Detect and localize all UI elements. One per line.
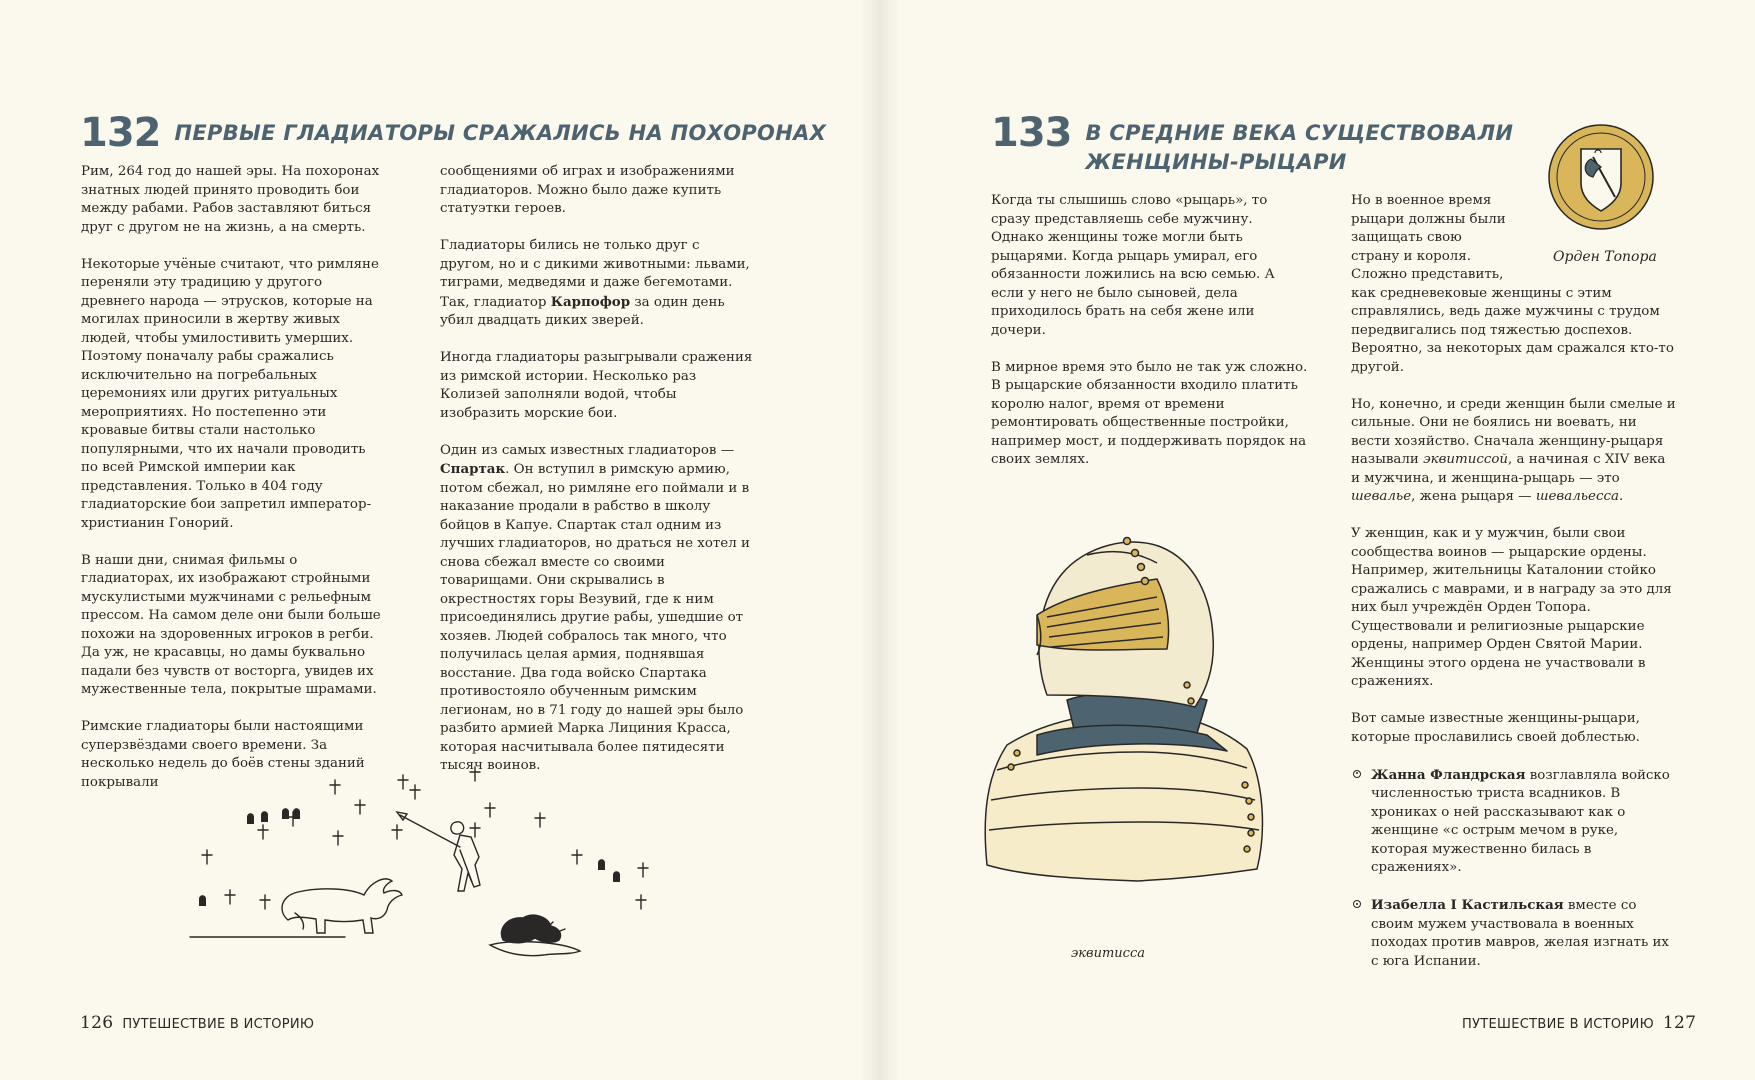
right-column-1: [991, 192, 1309, 470]
bullet-icon: [1353, 900, 1361, 908]
list-item: Изабелла I Кастильская вместе со своим мужем участвовала в военных походах против мавров, желая изгнать их с юга Испании.: [1351, 896, 1676, 971]
paragraph: В наши дни, снимая фильмы о гладиаторах, их изображают стройными мускулистыми мужчинами с рельефным прессом. На самом деле они были больше похожи на здоровенных игроков в регби. Да уж, не красавцы, но дамы буквально падали без чувств от восторга, увидев их мужественные тела, покрытые шрамами.: [81, 552, 381, 697]
knight-caption: эквитисса: [1071, 946, 1145, 961]
left-footer: [80, 1013, 314, 1033]
paragraph: Римские гладиаторы были настоящими суперзвёздами своего времени. За несколько недель до боёв стены зданий покрывали: [81, 719, 365, 790]
list-item: Жанна Фландрская возглавляла войско численностью триста всадников. В хрониках о ней рассказывают как о женщине «с острым мечом в руке, которая мужественно билась в сражениях».: [1351, 766, 1676, 878]
right-column-2: [1351, 192, 1676, 990]
fact-132-title: [80, 111, 826, 155]
section-title: ПУТЕШЕСТВИЕ В ИСТОРИЮ: [122, 1017, 315, 1032]
paragraph: У женщин, как и у мужчин, были свои сообщества воинов — рыцарские ордены. Например, жительницы Каталонии стойко сражались с маврами, и в награду за это для них был учреждён Орден Топора. Существовали и религиозные рыцарские ордены, например Орден Святой Марии. Женщины этого ордена не участвовали в сражениях.: [1351, 526, 1672, 689]
right-page: [877, 0, 1755, 1080]
paragraph: Вот самые известные женщины-рыцари, которые прославились своей доблестью.: [1351, 711, 1640, 745]
fact-number: 132: [80, 110, 161, 156]
page-number: 127: [1662, 1013, 1697, 1033]
paragraph: Но в военное время рыцари должны были защищать свою страну и короля. Сложно представить, как средневековые женщины с этим справлялись, ведь даже мужчины с трудом передвигались под тяжестью доспехов. Вероятно, за некоторых дам сражался кто-то другой.: [1351, 193, 1674, 375]
right-footer: [1462, 1013, 1696, 1033]
left-column-2: [440, 163, 756, 776]
name-spartacus: Спартак: [440, 461, 506, 477]
fact-heading: ПЕРВЫЕ ГЛАДИАТОРЫ СРАЖАЛИСЬ НА ПОХОРОНАХ: [174, 121, 827, 145]
paragraph: Гладиаторы бились не только друг с другом, но и с дикими животными: львами, тиграми, медведями и даже бегемотами. Так, гладиатор Карпофор за один день убил двадцать диких зверей.: [440, 238, 750, 328]
paragraph: В мирное время это было не так уж сложно. В рыцарские обязанности входило платить королю налог, время от времени ремонтировать общественные постройки, например мост, и поддерживать порядок на своих землях.: [991, 359, 1308, 467]
fact-133-title: [991, 111, 1513, 177]
bullet-icon: [1353, 770, 1361, 778]
page-number: 126: [80, 1013, 114, 1033]
paragraph: Рим, 264 год до нашей эры. На похоронах знатных людей принято проводить бои между рабами. Рабов заставляют биться друг с другом не на жизнь, а на смерть.: [81, 164, 380, 235]
section-title: ПУТЕШЕСТВИЕ В ИСТОРИЮ: [1462, 1017, 1654, 1032]
left-column-1: [81, 163, 381, 792]
fact-heading: В СРЕДНИЕ ВЕКА СУЩЕСТВОВАЛИ ЖЕНЩИНЫ-РЫЦАРИ: [1085, 121, 1514, 174]
paragraph: Иногда гладиаторы разыгрывали сражения из римской истории. Несколько раз Колизей заполняли водой, чтобы изобразить морские бои.: [440, 350, 753, 421]
knight-armor-illustration: [977, 505, 1317, 945]
fact-number: 133: [991, 110, 1072, 156]
paragraph: Но, конечно, и среди женщин были смелые и сильные. Они не боялись ни воевать, ни вести хозяйство. Сначала женщину-рыцаря называли эквитиссой, а начиная с XIV века и мужчина, и женщина-рыцарь — это шевалье, жена рыцаря — шевальесса.: [1351, 396, 1676, 504]
knight-women-list: [1351, 766, 1676, 972]
name-karpofor: Карпофор: [550, 293, 631, 310]
paragraph: Когда ты слышишь слово «рыцарь», то сразу представляешь себе мужчину. Однако женщины тоже могли быть рыцарями. Когда рыцарь умирал, его обязанности ложились на всю семью. А если у него не было сыновей, дела приходилось брать на себя жене или дочери.: [991, 193, 1275, 338]
left-page: [0, 0, 877, 1080]
arena-illustration: [185, 755, 665, 965]
paragraph: сообщениями об играх и изображениями гладиаторов. Можно было даже купить статуэтки героев.: [440, 164, 735, 216]
paragraph: Некоторые учёные считают, что римляне переняли эту традицию у другого древнего народа — этрусков, которые на могилах приносили в жертву живых людей, чтобы умилостивить умерших. Поэтому поначалу рабы сражались исключительно на погребальных церемониях или других ритуальных мероприятиях. Но постепенно эти кровавые битвы стали настолько популярными, что их начали проводить по всей Римской империи как представления. Только в 404 году гладиаторские бои запретил император-христианин Гонорий.: [81, 256, 379, 531]
emblem-caption: Орден Топора: [1553, 249, 1657, 265]
paragraph: Один из самых известных гладиаторов — Спартак. Он вступил в римскую армию, потом сбежал, но римляне его поймали и в наказание продали в рабство в школу бойцов в Капуе. Спартак стал одним из лучших гладиаторов, но драться не хотел и снова сбежал вместе со своими товарищами. Они скрывались в окрестностях горы Везувий, где к ним присоединялись другие рабы, ушедшие от хозяев. Людей собралось так много, что получилась целая армия, поднявшая восстание. Два года войско Спартака противостояло обученным римским легионам, но в 71 году до нашей эры было разбито армией Марка Лициния Красса, которая насчитывала более пятидесяти тысяч воинов.: [440, 442, 750, 773]
